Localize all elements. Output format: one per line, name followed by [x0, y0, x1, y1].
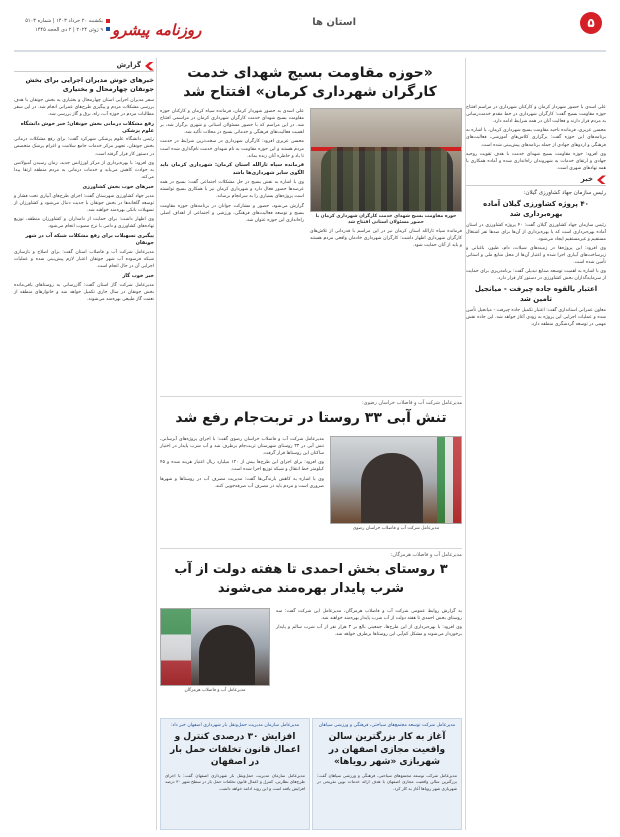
main-paragraph: علی اسدی به حضور شهردار کرمان، فرمانده سپاه کرمان و کارکنان حوزه مقاومت بسیج شهدای خدمت کارگران شهرداری کرمان در مراسمی افتتاح شد. در این مراسم که با حضور مسئولان استانی و شهری برگزار شد، بر اهمیت فعالیت‌های فرهنگی و خدماتی بسیج در محلات تأکید شد. — [160, 109, 304, 136]
date-line-2: ۹ ژوئن ۲۰۲۴ | ۲ ذی الحجه ۱۴۴۵ — [35, 26, 103, 33]
right-paragraph: علی اسدی با حضور شهردار کرمان و کارکنان شهرداری در مراسم افتتاح حوزه مقاومت بسیج گفت: کارگران شهرداری در خط مقدم خدمت‌رسانی به مردم قرار دارند و فعالیت آنان در همه شرایط ادامه دارد. — [466, 105, 606, 125]
gilan-kicker: رئیس سازمان جهاد کشاورزی گیلان: — [523, 189, 606, 196]
report-subhead: رفع مشکلات درمانی بخش جونقان؛ خبر خوش دانشگاه علوم پزشکی — [20, 120, 154, 134]
blue-square-icon — [106, 27, 110, 31]
date-line-1: یکشنبه ۲۰ خرداد ۱۴۰۳ | شماره ۵۱۰۳ — [25, 18, 103, 24]
main-paragraph: گزارش می‌شود، حضور و مشارکت جوانان در برنامه‌های حوزه مقاومت بسیج و توسعه فعالیت‌های فرهنگی، ورزشی و اجتماعی از اهداف اصلی راه‌اندازی این حوزه عنوان شد. — [160, 203, 304, 223]
cargo-kicker: مدیرعامل سازمان مدیریت حمل‌ونقل بار شهرداری اصفهان خبر داد: — [170, 723, 300, 728]
khorasan-paragraph: وی افزود: برای اجرای این طرح‌ها بیش از ۱۲۰ میلیارد ریال اعتبار هزینه شده و ۴۵ کیلومتر خط انتقال و شبکه توزیع اجرا شده است. — [160, 460, 324, 473]
column-rule — [156, 58, 157, 830]
vr-hall-box — [312, 718, 462, 830]
page-number: ۵ — [580, 12, 602, 34]
main-paragraph: محسن عزیزی افزود: کارگران شهرداری در سخت‌ترین شرایط در خدمت مردم هستند و این حوزه مقاومت به نام شهدای خدمت نام‌گذاری شده است تا یاد و خاطره آنان زنده بماند. — [160, 139, 304, 159]
right-paragraph: وی با اشاره به اهمیت توسعه صنایع تبدیلی گفت: برنامه‌ریزی برای حمایت از سرمایه‌گذاران بخش کشاورزی در دستور کار قرار دارد. — [466, 269, 606, 282]
official-photo — [160, 608, 270, 686]
main-paragraph: فرمانده سپاه ثارالله استان کرمان نیز در این مراسم با قدردانی از تلاش‌های کارگران شهرداری اظهار داشت: کارگران شهرداری خادمان واقعی مردم هستند و باید از آنان حمایت شود. — [310, 229, 462, 249]
header-divider — [14, 50, 606, 52]
divider — [160, 548, 462, 549]
right-paragraph: محسن عزیزی، فرمانده ناحیه مقاومت بسیج شهرداری کرمان، با اشاره به برنامه‌های این حوزه گفت: برگزاری کلاس‌های آموزشی، فعالیت‌های فرهنگی و اردوهای جهادی از جمله برنامه‌های پیش‌بینی شده است. — [466, 128, 606, 148]
newspaper-logo: روزنامه پیشرو — [112, 21, 202, 39]
report-tag — [14, 61, 154, 72]
report-headline: خبرهای خوش مدیران اجرایی برای بخش جونقان چهارمحال و بختیاری — [25, 76, 154, 93]
left-paragraph: مدیر جهاد کشاورزی شهرستان گفت: اجرای طرح‌های آبیاری تحت فشار و توسعه گلخانه‌ها در بخش جونقان با جدیت دنبال می‌شود و کشاورزان از تسهیلات بانکی بهره‌مند خواهند شد. — [14, 193, 154, 213]
village-paragraph: وی افزود: با بهره‌برداری از این طرح‌ها، جمعیتی بالغ بر ۳ هزار نفر از آب شرب سالم و پایدار برخوردار می‌شوند و مشکل کم‌آبی این روستاها برطرف خواهد شد. — [276, 625, 462, 638]
right-paragraph: وی افزود: حوزه مقاومت بسیج شهدای خدمت با هدف تقویت روحیه جهادی و ارتقای خدمات به شهروندان راه‌اندازی شده و آماده همکاری با همه نهادهای شهری است. — [466, 151, 606, 171]
report-subhead: خبر خوب گاز — [122, 273, 154, 280]
report-tag-label: گزارش — [116, 61, 141, 70]
column-rule — [465, 58, 466, 830]
left-paragraph: مدیرعامل شرکت گاز استان گفت: گازرسانی به روستاهای باقی‌مانده بخش جونقان در سال جاری تکمیل خواهد شد و خانوارهای منطقه از نعمت گاز طبیعی بهره‌مند می‌شوند. — [14, 282, 154, 303]
flag-shape — [437, 437, 461, 524]
village-kicker: مدیرعامل آب و فاضلاب هرمزگان: — [390, 552, 462, 558]
issue-dates — [14, 18, 110, 36]
khorasan-kicker: مدیرعامل شرکت آب و فاضلاب خراسان رضوی: — [361, 400, 462, 406]
main-subhead: فرمانده سپاه ثارالله استان کرمان: شهرداری کرمان باید الگوی سایر شهرداری‌ها باشد — [160, 161, 304, 176]
khorasan-paragraph: وی با اشاره به کاهش بارندگی‌ها گفت: مدیریت مصرف آب در روستاها و شهرها ضروری است و مردم باید در مصرف آب صرفه‌جویی کنند. — [160, 476, 324, 489]
person-silhouette — [199, 625, 255, 685]
chevron-left-icon — [145, 62, 154, 71]
chevron-left-icon — [597, 175, 606, 184]
cargo-paragraph: مدیرعامل سازمان مدیریت حمل‌ونقل بار شهرداری اصفهان گفت: با اجرای طرح‌های نظارتی، کنترل و اعمال قانون تخلفات حمل بار در سطح شهر ۳۰ درصد افزایش یافته است و این روند ادامه خواهد داشت. — [165, 772, 305, 791]
cargo-box — [160, 718, 310, 830]
main-story-title: «حوزه مقاومت بسیج شهدای خدمت کارگران شهرداری کرمان» افتتاح شد — [183, 65, 437, 100]
news-tag-label: خبر — [580, 175, 593, 184]
left-paragraph: رئیس دانشگاه علوم پزشکی شهرکرد گفت: برای رفع مشکلات درمانی بخش جونقان، تجهیز مرکز خدمات جامع سلامت و اعزام پزشک متخصص در دستور کار قرار گرفته است. — [14, 137, 154, 157]
section-title: استان ها — [312, 17, 356, 28]
left-paragraph: وی اظهار داشت: برای حمایت از دامداران و کشاورزان منطقه، توزیع نهاده‌های کشاورزی و دامی با نرخ مصوب انجام می‌شود. — [14, 217, 154, 230]
divider — [160, 396, 462, 397]
flag-shape — [161, 609, 191, 686]
report-subhead: پیگیری تسهیلات برای رفع مشکلات شبکه آب در شهر جونقان — [25, 233, 154, 247]
official-photo — [330, 436, 462, 524]
main-photo-caption: حوزه مقاومت بسیج شهدای خدمت کارگران شهرداری کرمان با حضور مسئولان استانی افتتاح شد — [315, 214, 457, 226]
right-paragraph: معاون عمرانی استانداری گفت: اعتبار تکمیل جاده چیرفت - میانجیل تأمین شده و عملیات اجرایی این پروژه به زودی آغاز خواهد شد. این جاده نقش مهمی در توسعه گردشگری منطقه دارد. — [466, 307, 606, 327]
people-silhouette — [321, 147, 453, 211]
road-headline: اعتبار بالقوه جاده چیرفت - میانجیل تامین شد — [474, 285, 598, 303]
page-header — [14, 10, 606, 52]
right-paragraph: وی افزود: این پروژه‌ها در زمینه‌های شیلات، دام، طیور، باغبانی و زیرساخت‌های آبیاری اجرا شده و اعتبار آن‌ها از محل منابع ملی و استانی تأمین شده است. — [466, 245, 606, 266]
khorasan-paragraph: مدیرعامل شرکت آب و فاضلاب خراسان رضوی گفت: با اجرای پروژه‌های آبرسانی، تنش آبی در ۳۳ روستای شهرستان تربت‌جام برطرف شد و آب شرب پایدار در اختیار ساکنان این روستاها قرار گرفت. — [160, 437, 324, 457]
person-silhouette — [361, 453, 423, 523]
left-paragraph: مدیرعامل شرکت آب و فاضلاب استان گفت: برای اصلاح و بازسازی شبکه فرسوده آب شهر جونقان اعتبار لازم پیش‌بینی شده و عملیات اجرایی آن در حال انجام است. — [14, 249, 154, 270]
left-paragraph: وی افزود: با بهره‌برداری از مرکز اورژانس جدید، زمان رسیدن آمبولانس به حوادث کاهش می‌یابد و خدمات درمانی به مردم منطقه ارتقا پیدا می‌کند. — [14, 160, 154, 180]
red-square-icon — [106, 19, 110, 23]
vr-paragraph: مدیرعامل شرکت توسعه مجتمع‌های سیاحتی، فرهنگی و ورزشی سپاهان گفت: بزرگترین سالن واقعیت مجازی اصفهان با هدف ارائه خدمات نوین تفریحی در شهربازی شهر رویاها آغاز به کار کرد. — [317, 772, 457, 791]
news-tag — [466, 175, 606, 186]
ribbon-cutting-photo — [310, 108, 462, 212]
khorasan-title: تنش آبی ۳۳ روستا در تربت‌جام رفع شد — [175, 409, 447, 426]
report-subhead: خبرهای خوب بخش کشاورزی — [82, 184, 154, 191]
gilan-headline: ۴۰ پروژه کشاورزی گیلان آماده بهره‌برداری شد — [483, 200, 589, 218]
vr-kicker: مدیرعامل شرکت توسعه مجتمع‌های سیاحتی، فرهنگی و ورزشی سپاهان — [318, 723, 456, 728]
cargo-title: افزایش ۳۰ درصدی کنترل و اعمال قانون تخلفات حمل بار در اصفهان — [170, 732, 300, 768]
right-paragraph: رئیس سازمان جهاد کشاورزی گیلان گفت: ۴۰ پروژه کشاورزی در استان آماده بهره‌برداری است که با بهره‌برداری از آن‌ها برای صدها نفر اشتغال مستقیم و غیرمستقیم ایجاد می‌شود. — [466, 222, 607, 242]
village-paragraph: به گزارش روابط عمومی شرکت آب و فاضلاب هرمزگان، مدیرعامل این شرکت گفت: سه روستای بخش احمدی تا هفته دولت از آب شرب پایدار بهره‌مند خواهند شد. — [276, 609, 462, 622]
village-water-story — [160, 552, 462, 693]
right-column — [466, 104, 606, 330]
khorasan-water-story — [160, 400, 462, 531]
village-title: ۳ روستای بخش احمدی تا هفته دولت از آب شرب پایدار بهره‌مند می‌شوند — [174, 561, 448, 596]
khorasan-photo-caption: مدیرعامل شرکت آب و فاضلاب خراسان رضوی — [352, 526, 440, 531]
left-paragraph: سفر مدیران اجرایی استان چهارمحال و بختیاری به بخش جونقان با هدف بررسی مشکلات مردم و پیگیری طرح‌های عمرانی انجام شد. در این سفر مطالبات مردم در حوزه آب، راه، برق و گاز بررسی شد. — [14, 97, 154, 117]
vr-title: آغاز به کار بزرگترین سالن واقعیت مجازی اصفهان در شهربازی «شهر رویاها» — [328, 732, 446, 768]
left-column — [14, 58, 154, 305]
village-photo-caption: مدیرعامل آب و فاضلاب هرمزگان — [184, 688, 246, 693]
main-paragraph: وی با اشاره به نقش بسیج در حل مشکلات اجتماعی گفت: بسیج در همه عرصه‌ها حضور فعال دارد و شهرداری کرمان نیز با همکاری بسیج توانسته است پروژه‌های بسیاری را به سرانجام برساند. — [160, 180, 304, 200]
